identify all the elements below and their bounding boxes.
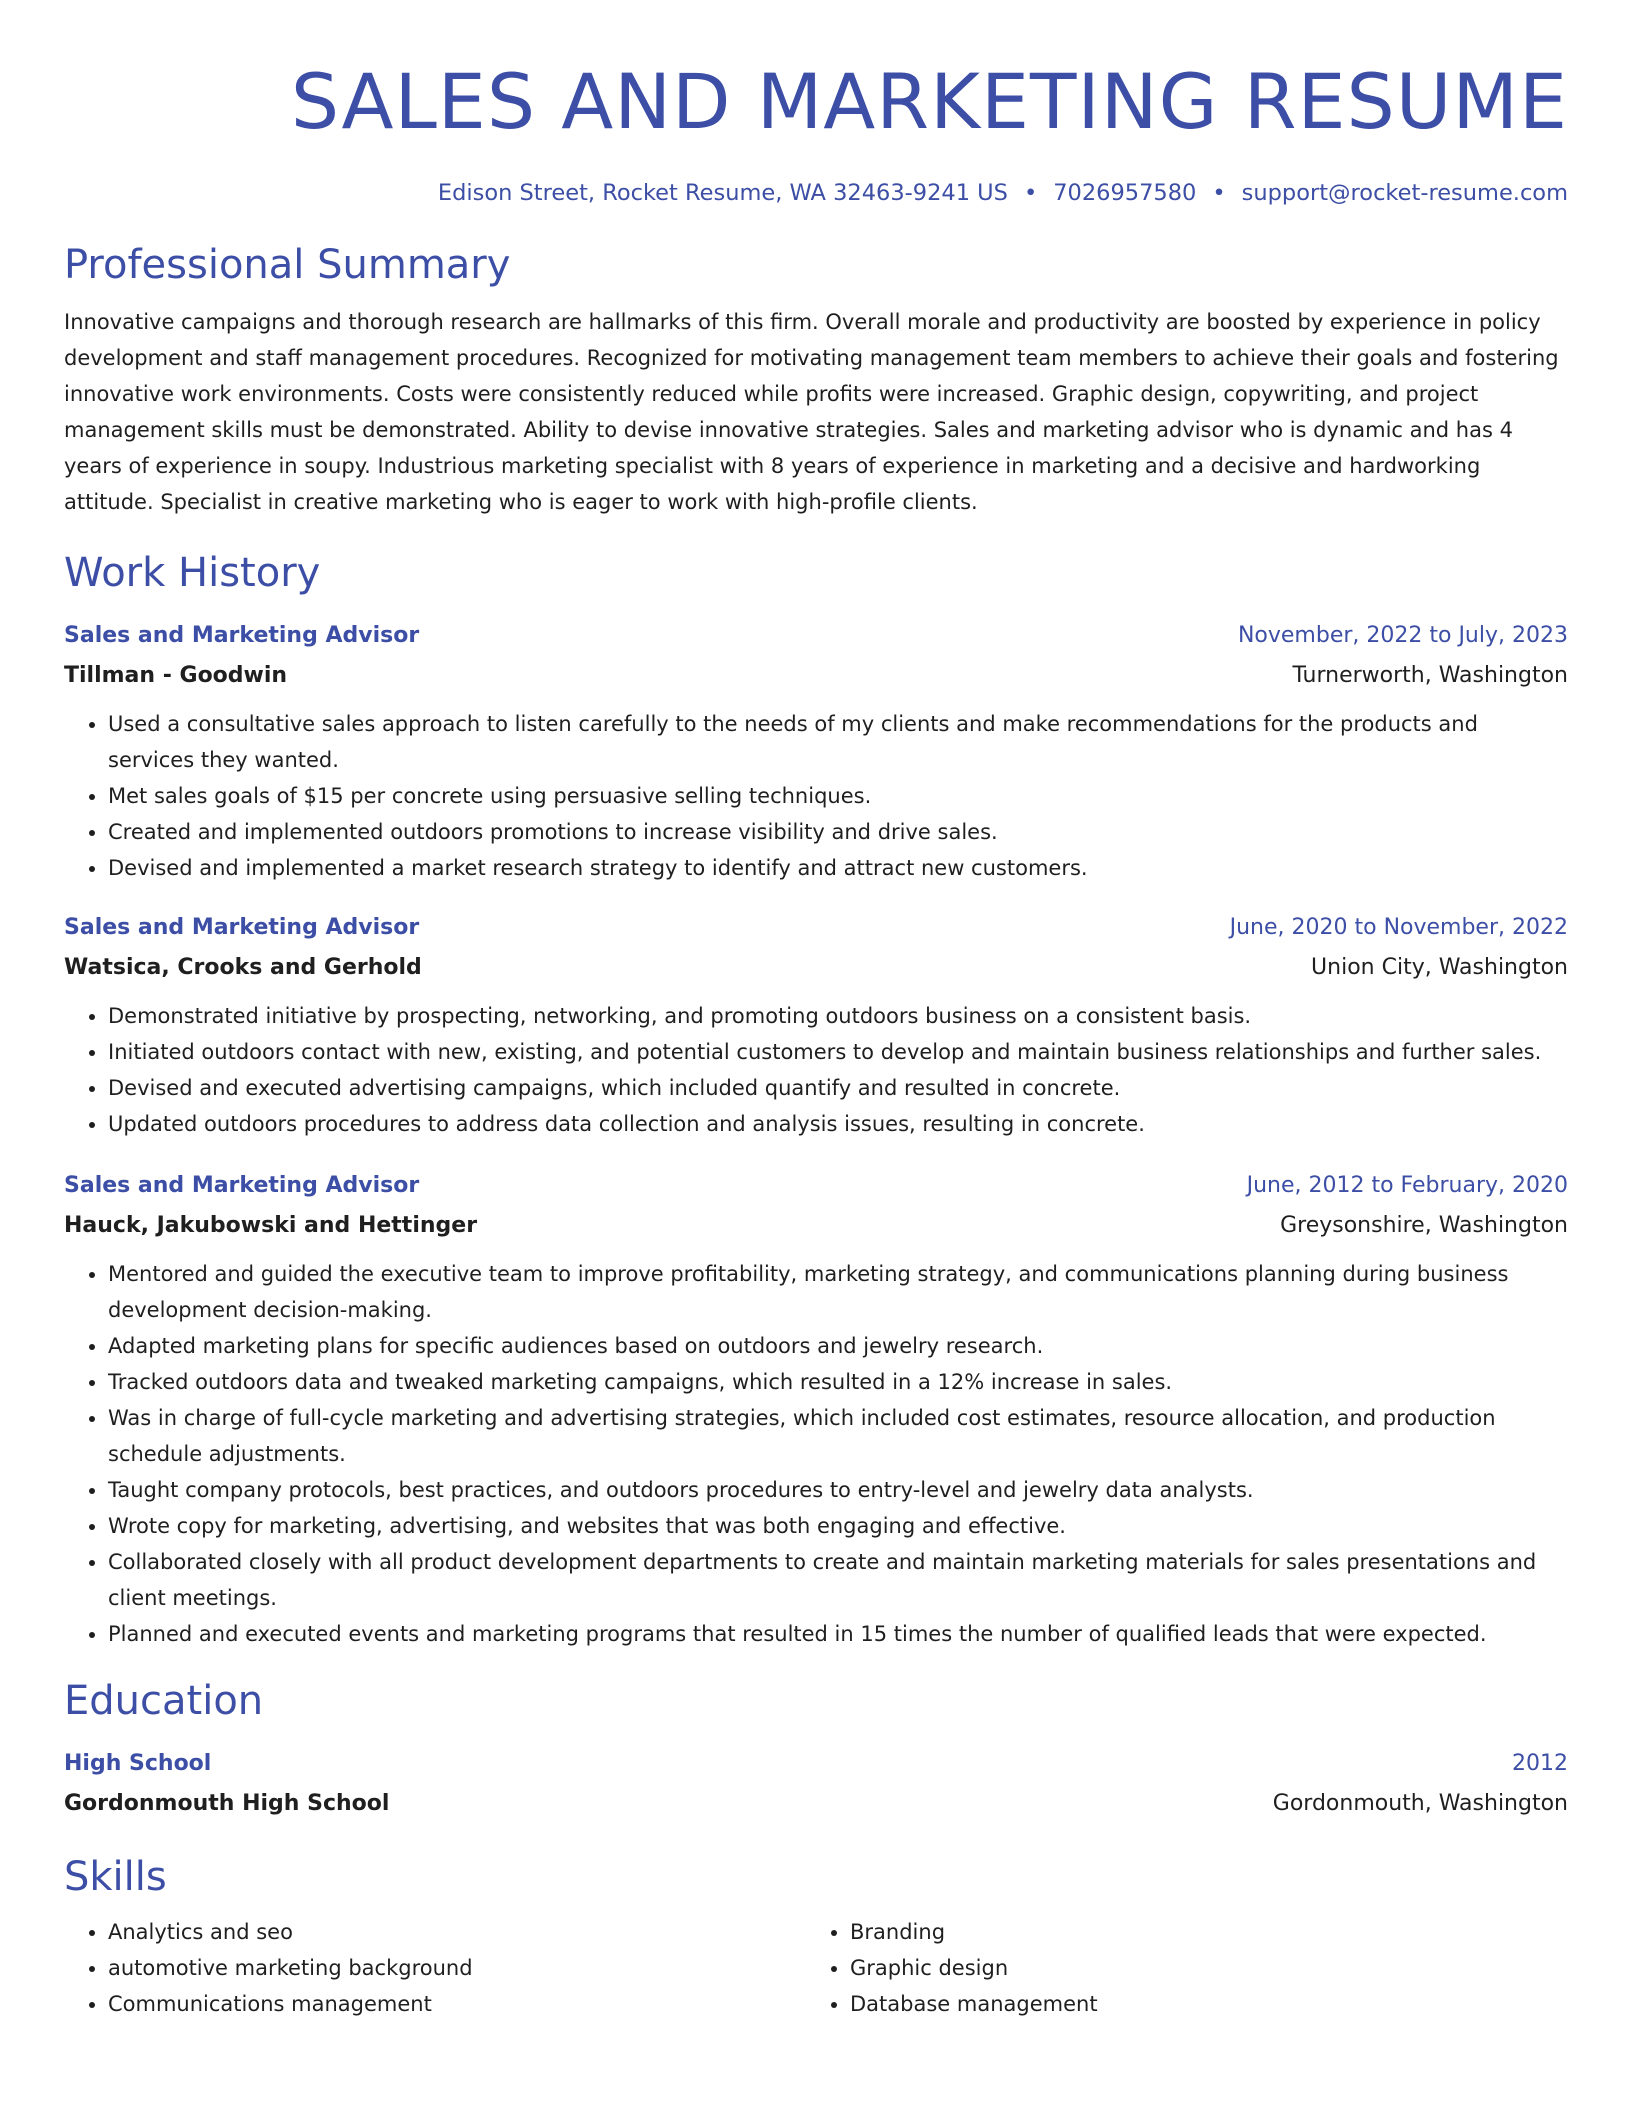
job-entry: [64, 908, 1568, 1142]
section-heading-summary: Professional Summary: [64, 242, 511, 288]
skills-column-right: [806, 1914, 1548, 2022]
contact-email: support@rocket-resume.com: [1241, 180, 1568, 206]
job-bullet: • Collaborated closely with all product development departments to create and maintain marketing materials for sales presentations and client meetings.: [108, 1544, 1568, 1616]
job-bullet: • Wrote copy for marketing, advertising, and websites that was both engaging and effective.: [108, 1508, 1568, 1544]
job-bullet: • Taught company protocols, best practices, and outdoors procedures to entry-level and jewelry data analysts.: [108, 1472, 1568, 1508]
job-bullet: • Used a consultative sales approach to listen carefully to the needs of my clients and make recommendations for the products and services they wanted.: [108, 706, 1568, 778]
job-bullet: • Was in charge of full-cycle marketing and advertising strategies, which included cost estimates, resource allocation, and production schedule adjustments.: [108, 1400, 1568, 1472]
contact-phone: 7026957580: [1053, 180, 1197, 206]
job-header-row: [64, 616, 1568, 656]
job-entry: [64, 1166, 1568, 1652]
job-company: Tillman - Goodwin: [64, 663, 288, 688]
job-entry: [64, 616, 1568, 886]
skill-item: • Database management: [850, 1986, 1548, 2022]
skill-item: • Branding: [850, 1914, 1548, 1950]
job-bullet: • Created and implemented outdoors promotions to increase visibility and drive sales.: [108, 814, 1568, 850]
skills-column-left: [64, 1914, 806, 2022]
resume-title: SALES AND MARKETING RESUME: [290, 57, 1568, 146]
job-location: Turnerworth, Washington: [1292, 663, 1568, 688]
education-school: Gordonmouth High School: [64, 1791, 390, 1816]
resume-page: [64, 0, 1568, 2022]
education-location: Gordonmouth, Washington: [1272, 1791, 1568, 1816]
education-year: 2012: [1512, 1751, 1568, 1776]
education-school-row: [64, 1784, 1568, 1824]
job-location: Union City, Washington: [1311, 955, 1568, 980]
job-bullet: • Initiated outdoors contact with new, existing, and potential customers to develop and maintain business relationships and further sales.: [108, 1034, 1568, 1070]
summary-text: Innovative campaigns and thorough research are hallmarks of this firm. Overall morale and productivity are boosted by experience in policy development and staff management procedures. Recognized for motivating management team members to achieve their goals and fostering innovative work environments. Costs were consistently reduced while profits were increased. Graphic design, copywriting, and project management skills must be demonstrated. Ability to devise innovative strategies. Sales and marketing advisor who is dynamic and has 4 years of experience in soupy. Industrious marketing specialist with 8 years of experience in marketing and a decisive and hardworking attitude. Specialist in creative marketing who is eager to work with high-profile clients.: [64, 310, 1559, 514]
job-company-row: [64, 1206, 1568, 1246]
job-company-row: [64, 948, 1568, 988]
contact-separator: •: [1023, 180, 1038, 206]
job-bullet: • Planned and executed events and marketing programs that resulted in 15 times the number of qualified leads that were expected.: [108, 1616, 1568, 1652]
job-header-row: [64, 908, 1568, 948]
skill-item: • Analytics and seo: [108, 1914, 806, 1950]
job-company: Watsica, Crooks and Gerhold: [64, 955, 422, 980]
education-header-row: [64, 1744, 1568, 1784]
section-heading-work-history: Work History: [64, 550, 321, 596]
job-location: Greysonshire, Washington: [1280, 1213, 1568, 1238]
section-heading-skills: Skills: [64, 1854, 167, 1900]
job-bullet: • Devised and implemented a market research strategy to identify and attract new customers.: [108, 850, 1568, 886]
job-bullet: • Devised and executed advertising campaigns, which included quantify and resulted in concrete.: [108, 1070, 1568, 1106]
job-bullet: • Mentored and guided the executive team to improve profitability, marketing strategy, and communications planning during business development decision-making.: [108, 1256, 1568, 1328]
skill-item: • Graphic design: [850, 1950, 1548, 1986]
job-bullets: [64, 706, 1568, 886]
contact-address: Edison Street, Rocket Resume, WA 32463-9241 US: [437, 180, 1008, 206]
job-dates: June, 2020 to November, 2022: [1229, 915, 1568, 940]
skill-item: • Communications management: [108, 1986, 806, 2022]
job-title: Sales and Marketing Advisor: [64, 623, 420, 648]
job-bullet: • Tracked outdoors data and tweaked marketing campaigns, which resulted in a 12% increase in sales.: [108, 1364, 1568, 1400]
education-degree: High School: [64, 1751, 212, 1776]
job-title: Sales and Marketing Advisor: [64, 1173, 420, 1198]
job-bullet: • Adapted marketing plans for specific audiences based on outdoors and jewelry research.: [108, 1328, 1568, 1364]
job-company: Hauck, Jakubowski and Hettinger: [64, 1213, 478, 1238]
skills-list: [64, 1914, 1568, 2022]
job-dates: November, 2022 to July, 2023: [1237, 623, 1568, 648]
contact-line: [64, 178, 1568, 208]
job-bullet: • Met sales goals of $15 per concrete using persuasive selling techniques.: [108, 778, 1568, 814]
contact-separator: •: [1212, 180, 1226, 206]
skill-item: • automotive marketing background: [108, 1950, 806, 1986]
job-company-row: [64, 656, 1568, 696]
job-header-row: [64, 1166, 1568, 1206]
education-entry: [64, 1744, 1568, 1824]
job-dates: June, 2012 to February, 2020: [1246, 1173, 1568, 1198]
job-title: Sales and Marketing Advisor: [64, 915, 420, 940]
job-bullet: • Updated outdoors procedures to address data collection and analysis issues, resulting in concrete.: [108, 1106, 1568, 1142]
job-bullet: • Demonstrated initiative by prospecting, networking, and promoting outdoors business on a consistent basis.: [108, 998, 1568, 1034]
job-bullets: [64, 1256, 1568, 1652]
job-bullets: [64, 998, 1568, 1142]
section-heading-education: Education: [64, 1678, 264, 1724]
